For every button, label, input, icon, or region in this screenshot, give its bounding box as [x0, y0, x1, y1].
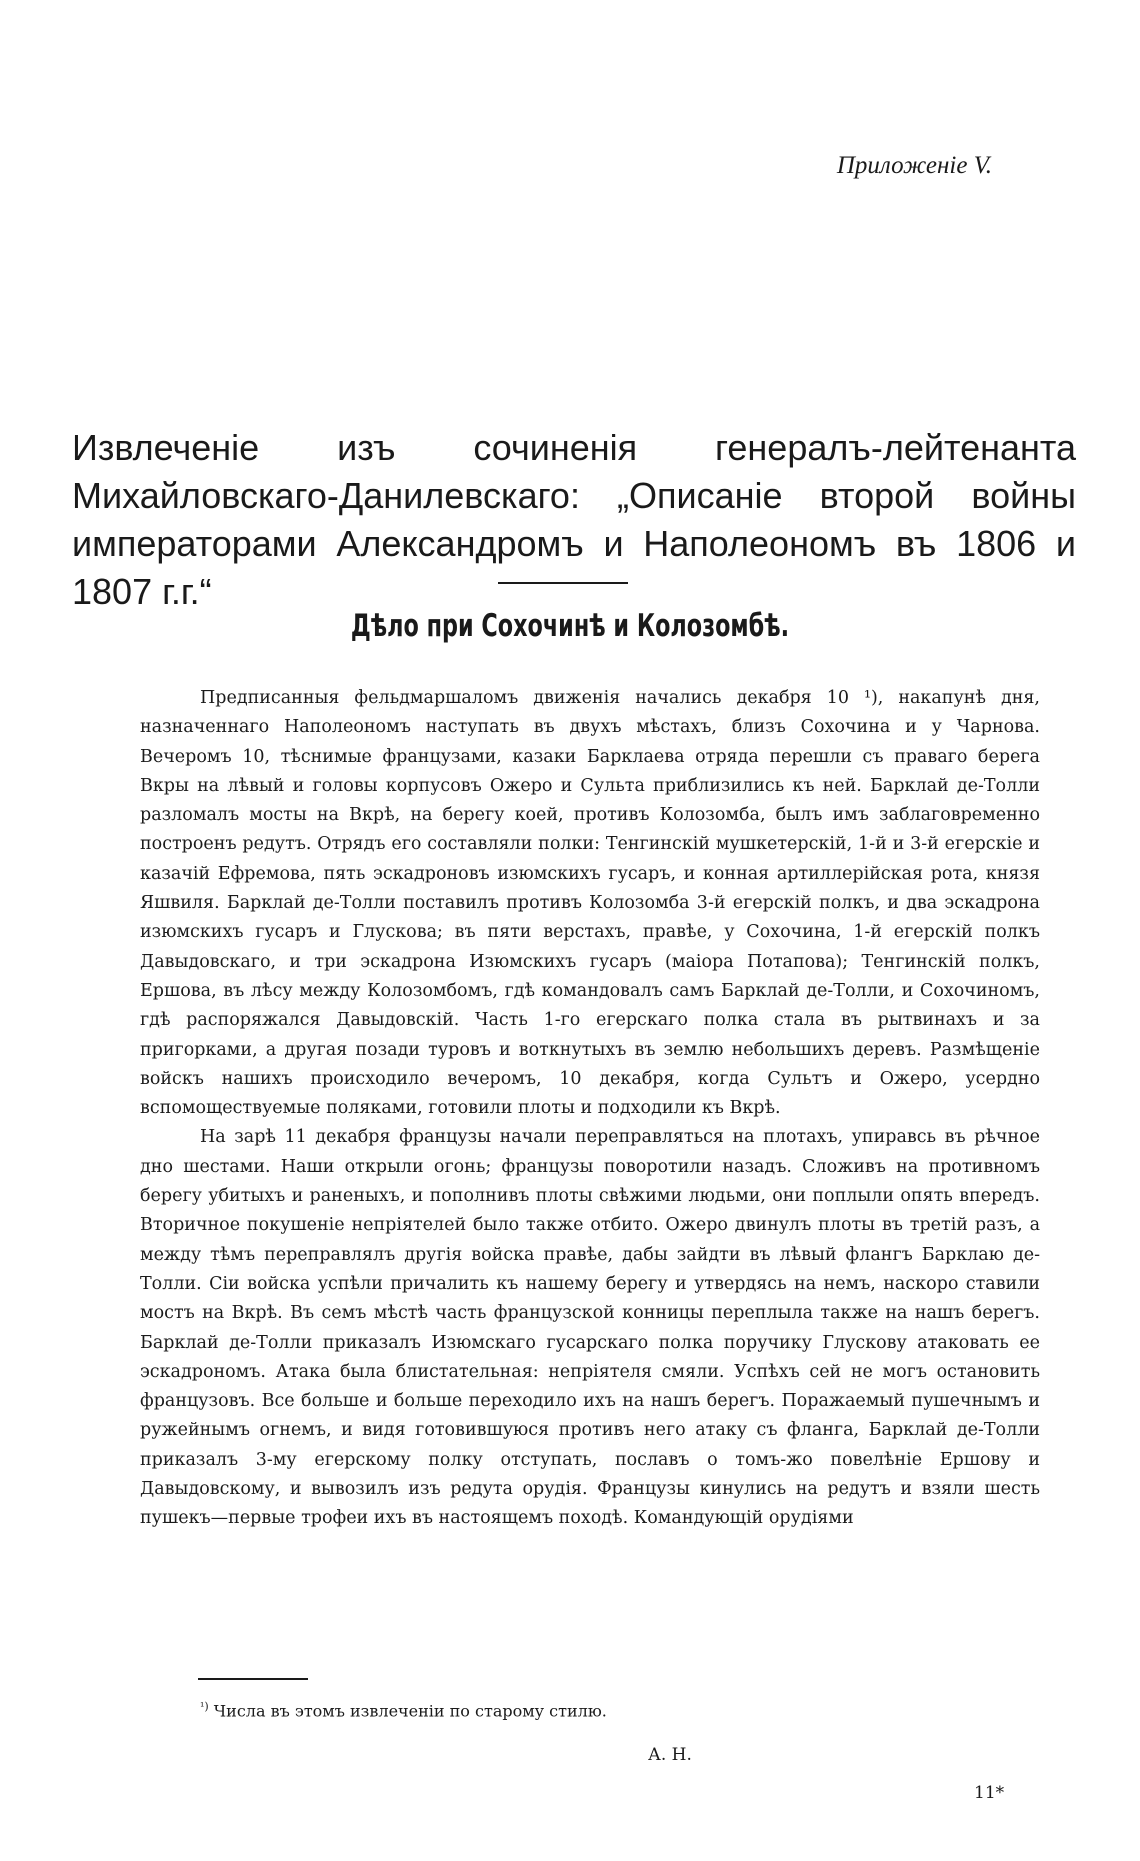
- appendix-label: Приложенiе V.: [836, 152, 992, 179]
- paragraph: Предписанныя фельдмаршаломъ движенiя начались декабря 10 ¹), накапунѣ дня, назначеннаго Наполеономъ наступать въ двухъ мѣстахъ, близъ Сохочина и у Чарнова. Вечеромъ 10, тѣснимые французами, казаки Барклаева отряда перешли съ праваго берега Вкры на лѣвый и головы корпусовъ Ожеро и Сульта приблизились къ ней. Барклай де-Толли разломалъ мосты на Вкрѣ, на берегу коей, противъ Колозомба, былъ имъ заблаговременно построенъ редутъ. Отрядъ его составляли полки: Тенгинскiй мушкетерскiй, 1-й и 3-й егерскiе и казачiй Ефремова, пять эскадроновъ изюмскихъ гусаръ, и конная артиллерiйская рота, князя Яшвиля. Барклай де-Толли поставилъ противъ Колозомба 3-й егерскiй полкъ, и два эскадрона изюмскихъ гусаръ и Глускова; въ пяти верстахъ, правѣе, у Сохочина, 1-й егерскiй полкъ Давыдовскаго, и три эскадрона Изюмскихъ гусаръ (маiора Потапова); Тенгинскiй полкъ, Ершова, въ лѣсу между Колозомбомъ, гдѣ командовалъ самъ Барклай де-Толли, и Сохочиномъ, гдѣ распоряжался Давыдовскiй. Часть 1-го егерскаго полка стала въ рытвинахъ и за пригорками, а другая позади туровъ и воткнутыхъ въ землю небольшихъ деревъ. Размѣщенiе войскъ нашихъ происходило вечеромъ, 10 декабря, когда Сультъ и Ожеро, усердно вспомоществуемые поляками, готовили плоты и подходили къ Вкрѣ.: [140, 688, 1040, 1119]
- footnote: [200, 1700, 607, 1720]
- footnote-divider: [198, 1678, 308, 1680]
- page-number: 11*: [974, 1783, 1005, 1803]
- signature: А. Н.: [648, 1745, 692, 1765]
- footnote-marker: ¹): [200, 1700, 209, 1713]
- body-text: [140, 684, 1040, 1534]
- title-divider: [498, 582, 628, 584]
- section-title: Дѣло при Сохочинѣ и Колозомбѣ.: [350, 608, 790, 644]
- footnote-text: Числа въ этомъ извлеченiи по старому стилю.: [213, 1701, 607, 1721]
- document-title: Извлеченiе изъ сочиненiя генералъ-лейтенанта Михайловскаго-Данилевскаго: „Описанiе второй войны императорами Александромъ и Наполеономъ въ 1806 и 1807 г.г.“: [72, 427, 1076, 612]
- paragraph: На зарѣ 11 декабря французы начали переправляться на плотахъ, упиравсь въ рѣчное дно шестами. Наши открыли огонь; французы поворотили назадъ. Сложивъ на противномъ берегу убитыхъ и раненыхъ, и пополнивъ плоты свѣжими людьми, они поплыли опять впередъ. Вторичное покушенiе непрiятелей было также отбито. Ожеро двинулъ плоты въ третiй разъ, а между тѣмъ переправлялъ другiя войска правѣе, дабы зайдти въ лѣвый флангъ Барклаю де-Толли. Сiи войска успѣли причалить къ нашему берегу и утвердясь на немъ, наскоро ставили мостъ на Вкрѣ. Въ семъ мѣстѣ часть французской конницы переплыла также на нашъ берегъ. Барклай де-Толли приказалъ Изюмскаго гусарскаго полка поручику Глускову атаковать ее эскадрономъ. Атака была блистательная: непрiятеля смяли. Успѣхъ сей не могъ остановить французовъ. Все больше и больше переходило ихъ на нашъ берегъ. Поражаемый пушечнымъ и ружейнымъ огнемъ, и видя готовившуюся противъ него атаку съ фланга, Барклай де-Толли приказалъ 3-му егерскому полку отступать, пославъ о томъ-жо повелѣнiе Ершову и Давыдовскому, и вывозилъ изъ редута орудiя. Французы кинулись на редутъ и взяли шесть пушекъ—первые трофеи ихъ въ настоящемъ походѣ. Командующiй орудiями: [140, 1127, 1040, 1529]
